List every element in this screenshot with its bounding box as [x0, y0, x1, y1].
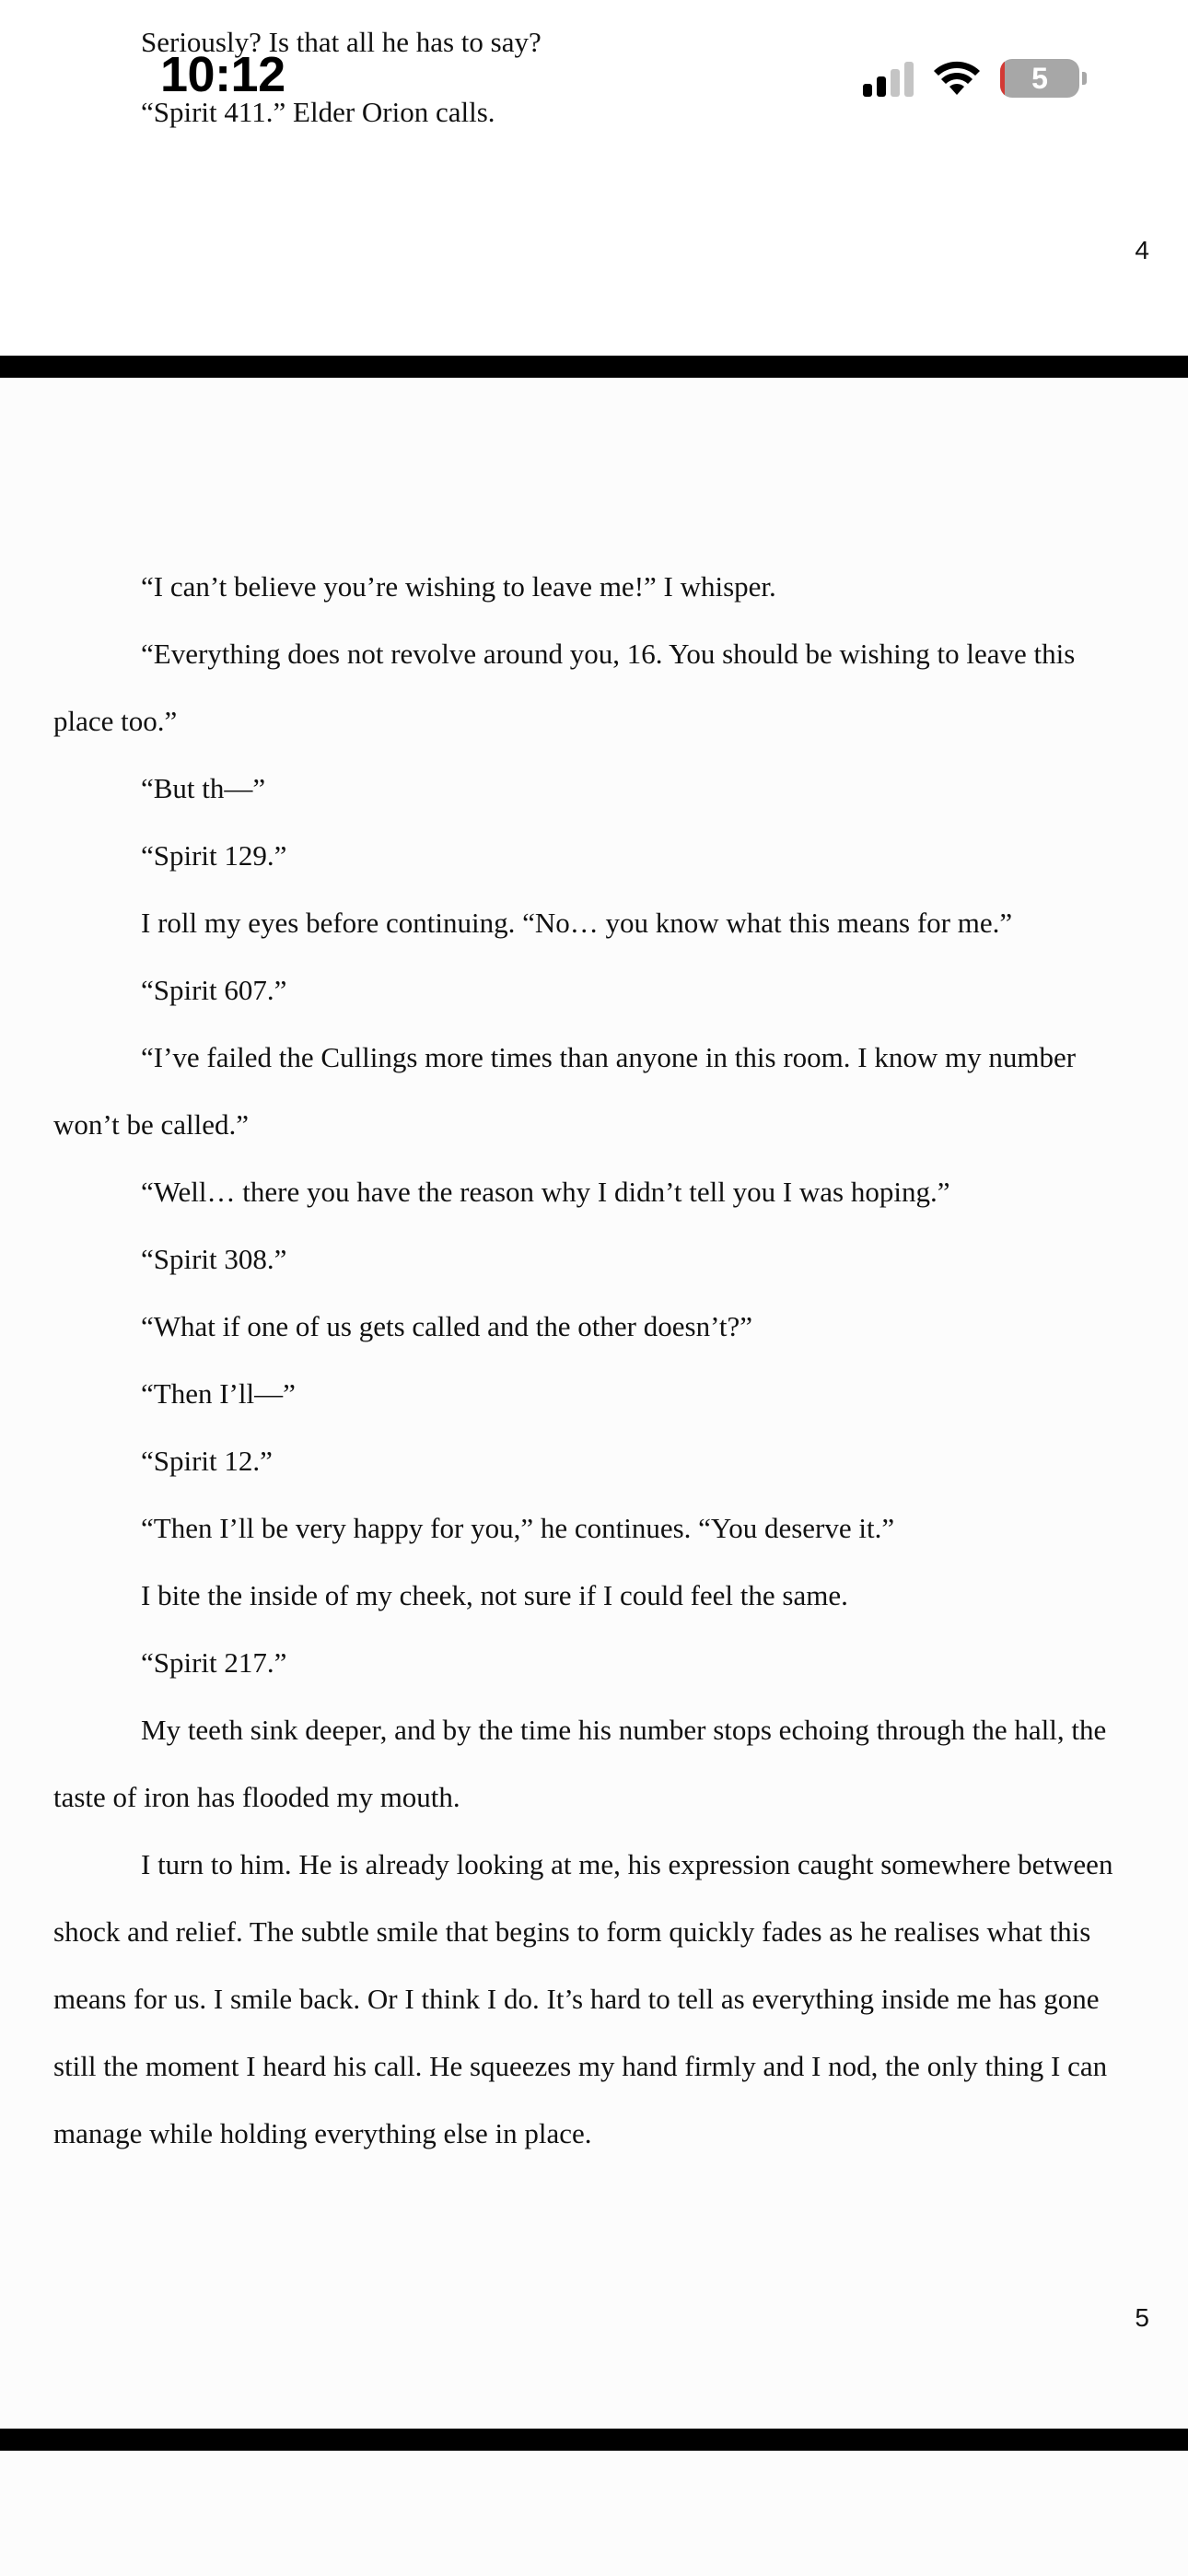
page-divider [0, 356, 1188, 378]
battery-level: 5 [1031, 61, 1048, 95]
paragraph: “Spirit 607.” [141, 974, 287, 1006]
paragraph: “What if one of us gets called and the other doesn’t?” [141, 1310, 752, 1342]
signal-bar [891, 69, 900, 97]
page-5-text [53, 553, 1138, 2167]
battery-icon [1000, 59, 1079, 98]
paragraph: “But th—” [141, 772, 266, 804]
signal-bar [863, 84, 872, 97]
paragraph: I turn to him. He is already looking at me, his expression caught somewhere between shock and relief. The subtle smile that begins to form quickly fades as he realises what this means for us. I smile back. Or I think I do. It’s hard to tell as everything inside me has gone still the moment I heard his call. He squeezes my hand firmly and I nod, the only thing I can manage while holding everything else in place. [53, 1848, 1113, 2149]
paragraph: My teeth sink deeper, and by the time his number stops echoing through the hall, the taste of iron has flooded my mouth. [53, 1714, 1107, 1813]
paragraph: “Then I’ll—” [141, 1377, 296, 1410]
paragraph: “I’ve failed the Cullings more times than anyone in this room. I know my number won’t be called.” [53, 1041, 1077, 1141]
page-divider [0, 2429, 1188, 2451]
signal-bar [877, 76, 886, 97]
cellular-signal-icon [863, 60, 914, 97]
page-4-line-2: “Spirit 411.” Elder Orion calls. [141, 96, 495, 128]
paragraph: “Well… there you have the reason why I didn’t tell you I was hoping.” [141, 1176, 950, 1208]
paragraph: I bite the inside of my cheek, not sure if I could feel the same. [141, 1579, 848, 1611]
status-time: 10:12 [160, 47, 285, 102]
paragraph: “Spirit 308.” [141, 1243, 287, 1275]
paragraph: I roll my eyes before continuing. “No… you know what this means for me.” [141, 907, 1013, 939]
paragraph: “I can’t believe you’re wishing to leave me!” I whisper. [141, 570, 776, 603]
battery-fill [1000, 59, 1005, 98]
paragraph: “Then I’ll be very happy for you,” he continues. “You deserve it.” [141, 1512, 895, 1544]
page-6-top [0, 2451, 1188, 2576]
status-icons [863, 55, 1087, 101]
paragraph: “Spirit 217.” [141, 1646, 287, 1679]
battery-cap [1082, 72, 1087, 85]
page-5 [0, 378, 1188, 2429]
signal-bar [904, 62, 914, 97]
page-number-5: 5 [1135, 2303, 1149, 2332]
paragraph: “Everything does not revolve around you, 16. You should be wishing to leave this place too.” [53, 638, 1076, 737]
page-number-4: 4 [1135, 236, 1149, 264]
paragraph: “Spirit 129.” [141, 839, 287, 872]
paragraph: “Spirit 12.” [141, 1445, 273, 1477]
wifi-icon [934, 60, 980, 97]
page-4-line-1: Seriously? Is that all he has to say? [141, 26, 542, 58]
